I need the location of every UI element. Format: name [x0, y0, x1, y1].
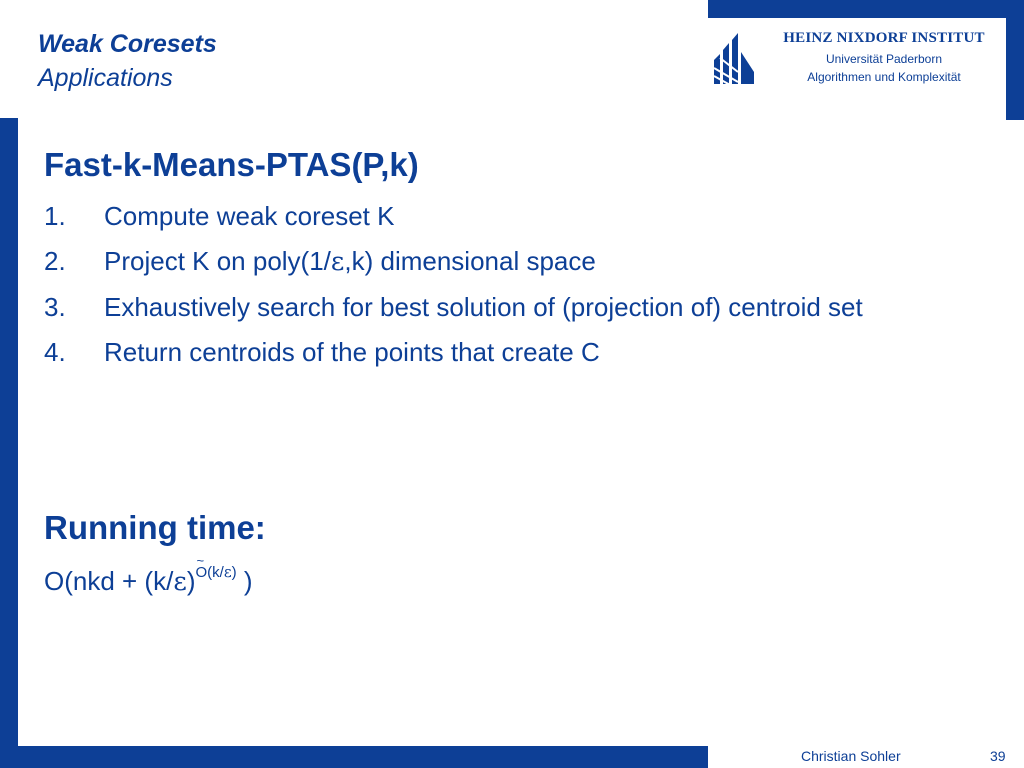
- page-number: 39: [990, 748, 1006, 764]
- list-item: [44, 334, 984, 371]
- epsilon-symbol: ε: [330, 247, 345, 277]
- running-time-formula: [44, 563, 253, 604]
- step-number: 2.: [44, 246, 66, 276]
- step-number: 3.: [44, 292, 66, 322]
- list-item: [44, 198, 984, 235]
- frame-bar-right: [1006, 0, 1024, 120]
- list-item: [44, 243, 984, 281]
- frame-bar-bottom: [0, 746, 708, 768]
- step-text: Compute weak coreset K: [104, 201, 395, 231]
- university-name: Universität Paderborn: [825, 52, 943, 66]
- step-text: Exhaustively search for best solution of (projection of) centroid set: [104, 292, 863, 322]
- epsilon-symbol: ε: [173, 567, 187, 597]
- algorithm-steps: [44, 198, 984, 379]
- slide-subtitle: Applications: [38, 64, 173, 92]
- institute-name: HEINZ NIXDORF INSTITUT: [783, 30, 985, 46]
- department-name: Algorithmen und Komplexität: [807, 70, 961, 84]
- formula-suffix: ): [236, 566, 253, 596]
- exponent-close: ): [231, 564, 237, 581]
- frame-bar-top-right: [708, 0, 1024, 18]
- slide-title: Weak Coresets: [38, 30, 217, 58]
- institute-logo-icon: [712, 32, 756, 86]
- epsilon-symbol: ε: [223, 563, 232, 581]
- running-time-heading: Running time:: [44, 509, 266, 546]
- formula-close: ): [186, 566, 196, 596]
- step-text: Project K on poly(1/: [104, 246, 331, 276]
- footer-author: Christian Sohler: [801, 748, 901, 764]
- institute-block: [768, 30, 1000, 84]
- list-item: [44, 289, 984, 326]
- frame-bar-left: [0, 118, 18, 746]
- step-text-rest: ,k) dimensional space: [344, 246, 596, 276]
- step-number: 4.: [44, 337, 66, 367]
- step-text: Return centroids of the points that create C: [104, 337, 600, 367]
- formula-exponent: [195, 564, 236, 581]
- step-number: 1.: [44, 201, 66, 231]
- formula-prefix: O(nkd + (k/: [44, 566, 174, 596]
- o-tilde: ~ O: [195, 554, 207, 591]
- exponent-text: (k/: [207, 564, 224, 581]
- algorithm-title: Fast-k-Means-PTAS(P,k): [44, 146, 419, 183]
